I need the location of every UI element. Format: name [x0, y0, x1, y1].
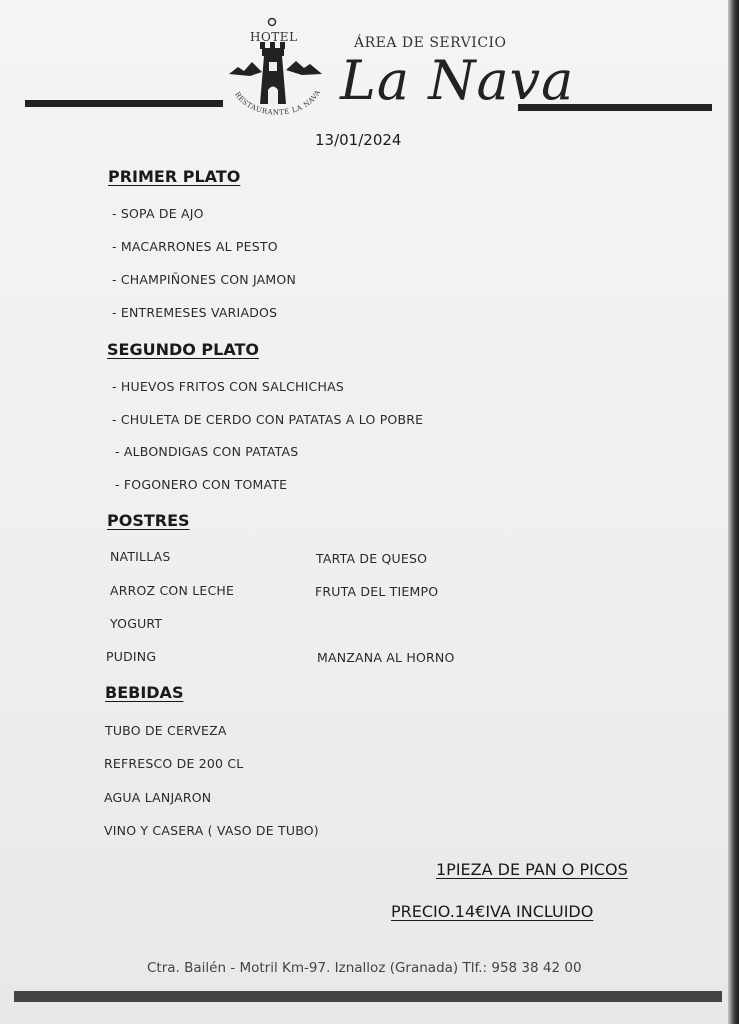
list-item: MANZANA AL HORNO: [317, 650, 455, 665]
list-item: - CHULETA DE CERDO CON PATATAS A LO POBRE: [112, 412, 424, 427]
bebidas-heading: BEBIDAS: [105, 683, 184, 702]
list-item: TUBO DE CERVEZA: [105, 723, 227, 738]
header-rule-left: [25, 100, 223, 107]
list-item: - FOGONERO CON TOMATE: [115, 477, 288, 492]
list-item: - HUEVOS FRITOS CON SALCHICHAS: [112, 379, 344, 394]
list-item: YOGURT: [110, 616, 163, 631]
postres-heading: POSTRES: [107, 511, 190, 530]
background-edge: [728, 0, 739, 1024]
list-item: - CHAMPIÑONES CON JAMON: [112, 272, 297, 287]
menu-date: 13/01/2024: [315, 131, 402, 149]
area-de-servicio: ÁREA DE SERVICIO: [354, 35, 507, 51]
list-item: - MACARRONES AL PESTO: [112, 239, 278, 254]
segundo-plato-heading: SEGUNDO PLATO: [107, 340, 259, 359]
footer-address: Ctra. Bailén - Motril Km-97. Iznalloz (Granada) Tlf.: 958 38 42 00: [147, 960, 582, 976]
list-item: ARROZ CON LECHE: [110, 583, 235, 598]
hotel-label: HOTEL: [250, 30, 298, 44]
bread-note: 1PIEZA DE PAN O PICOS: [436, 860, 628, 879]
list-item: - ALBONDIGAS CON PATATAS: [115, 444, 299, 459]
brand-name: La Nava: [340, 49, 575, 112]
price-note: PRECIO.14€IVA INCLUIDO: [391, 902, 594, 921]
list-item: - SOPA DE AJO: [112, 206, 204, 221]
list-item: FRUTA DEL TIEMPO: [315, 584, 439, 599]
primer-plato-heading: PRIMER PLATO: [108, 167, 241, 186]
logo-ring-text: RESTAURANTE LA NAVA: [233, 88, 323, 117]
list-item: TARTA DE QUESO: [316, 551, 428, 566]
castle-logo: [224, 12, 328, 124]
footer-bar: [14, 991, 722, 1002]
list-item: AGUA LANJARON: [104, 790, 212, 805]
list-item: REFRESCO DE 200 CL: [104, 756, 244, 771]
list-item: - ENTREMESES VARIADOS: [112, 305, 278, 320]
list-item: PUDING: [106, 649, 157, 664]
list-item: VINO Y CASERA ( VASO DE TUBO): [104, 823, 319, 838]
list-item: NATILLAS: [110, 549, 171, 564]
